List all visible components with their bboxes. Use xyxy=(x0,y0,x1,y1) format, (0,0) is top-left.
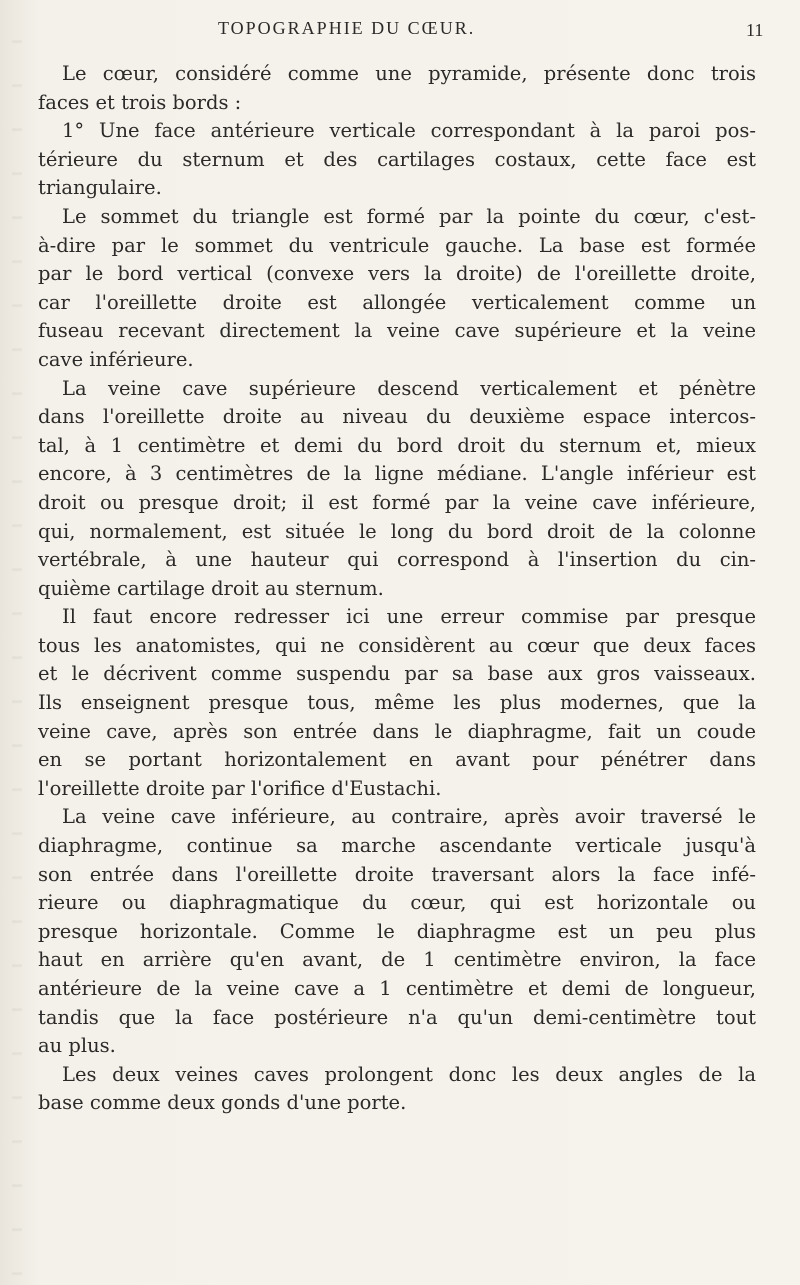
running-head xyxy=(0,18,800,48)
text-line: par le bord vertical (convexe vers la droite) de l'oreillette droite, xyxy=(38,262,756,286)
text-line: térieure du sternum et des cartilages costaux, cette face est xyxy=(38,147,756,171)
text-line: cave inférieure. xyxy=(38,347,194,371)
text-line: Le cœur, considéré comme une pyramide, présente donc trois xyxy=(62,62,756,85)
text-line: base comme deux gonds d'une porte. xyxy=(38,1091,407,1115)
paragraph xyxy=(38,117,756,203)
text-line: à-dire par le sommet du ventricule gauche. La base est formée xyxy=(38,233,756,257)
text-line: triangulaire. xyxy=(38,176,162,200)
paragraph xyxy=(38,60,756,117)
page-gutter xyxy=(12,0,22,1285)
paragraph xyxy=(38,375,756,604)
text-line: et le décrivent comme suspendu par sa base aux gros vaisseaux. xyxy=(38,662,756,686)
text-line: vertébrale, à une hauteur qui correspond à l'insertion du cin- xyxy=(38,548,756,572)
text-line: dans l'oreillette droite au niveau du deuxième espace intercos- xyxy=(38,405,756,429)
text-line: droit ou presque droit; il est formé par la veine cave inférieure, xyxy=(38,490,756,514)
text-line: qui, normalement, est située le long du bord droit de la colonne xyxy=(38,519,756,543)
text-line: Il faut encore redresser ici une erreur commise par presque xyxy=(62,605,756,629)
text-line: au plus. xyxy=(38,1034,116,1058)
paragraph xyxy=(38,803,756,1060)
text-line: presque horizontale. Comme le diaphragme est un peu plus xyxy=(38,919,756,943)
text-line: Ils enseignent presque tous, même les plus modernes, que la xyxy=(38,691,756,715)
text-line: fuseau recevant directement la veine cave supérieure et la veine xyxy=(38,319,756,343)
text-line: encore, à 3 centimètres de la ligne médiane. L'angle inférieur est xyxy=(38,462,756,486)
paragraph xyxy=(38,603,756,803)
text-line: l'oreillette droite par l'orifice d'Eustachi. xyxy=(38,776,442,800)
text-line: son entrée dans l'oreillette droite traversant alors la face infé- xyxy=(38,862,756,886)
text-line: Les deux veines caves prolongent donc les deux angles de la xyxy=(62,1062,756,1086)
text-line: tandis que la face postérieure n'a qu'un demi-centimètre tout xyxy=(38,1005,756,1029)
text-line: rieure ou diaphragmatique du cœur, qui est horizontale ou xyxy=(38,891,756,915)
running-title: TOPOGRAPHIE DU CŒUR. xyxy=(218,18,476,38)
paragraph xyxy=(38,1061,756,1118)
text-line: 1° Une face antérieure verticale correspondant à la paroi pos- xyxy=(62,119,756,143)
text-line: diaphragme, continue sa marche ascendante verticale jusqu'à xyxy=(38,834,756,858)
text-line: La veine cave supérieure descend verticalement et pénètre xyxy=(62,376,756,400)
text-line: faces et trois bords : xyxy=(38,90,242,114)
text-line: car l'oreillette droite est allongée verticalement comme un xyxy=(38,290,756,314)
text-line: tal, à 1 centimètre et demi du bord droit du sternum et, mieux xyxy=(38,433,756,457)
paragraph xyxy=(38,203,756,375)
text-line: en se portant horizontalement en avant pour pénétrer dans xyxy=(38,748,756,772)
text-line: antérieure de la veine cave a 1 centimètre et demi de longueur, xyxy=(38,977,756,1000)
text-line: Le sommet du triangle est formé par la pointe du cœur, c'est- xyxy=(62,204,756,228)
page-number: 11 xyxy=(746,20,764,40)
text-line: veine cave, après son entrée dans le diaphragme, fait un coude xyxy=(38,719,756,743)
text-line: haut en arrière qu'en avant, de 1 centimètre environ, la face xyxy=(38,948,756,972)
text-line: La veine cave inférieure, au contraire, après avoir traversé le xyxy=(62,805,756,829)
text-line: tous les anatomistes, qui ne considèrent au cœur que deux faces xyxy=(38,633,756,657)
text-line: quième cartilage droit au sternum. xyxy=(38,576,384,600)
body-text xyxy=(38,60,756,1118)
